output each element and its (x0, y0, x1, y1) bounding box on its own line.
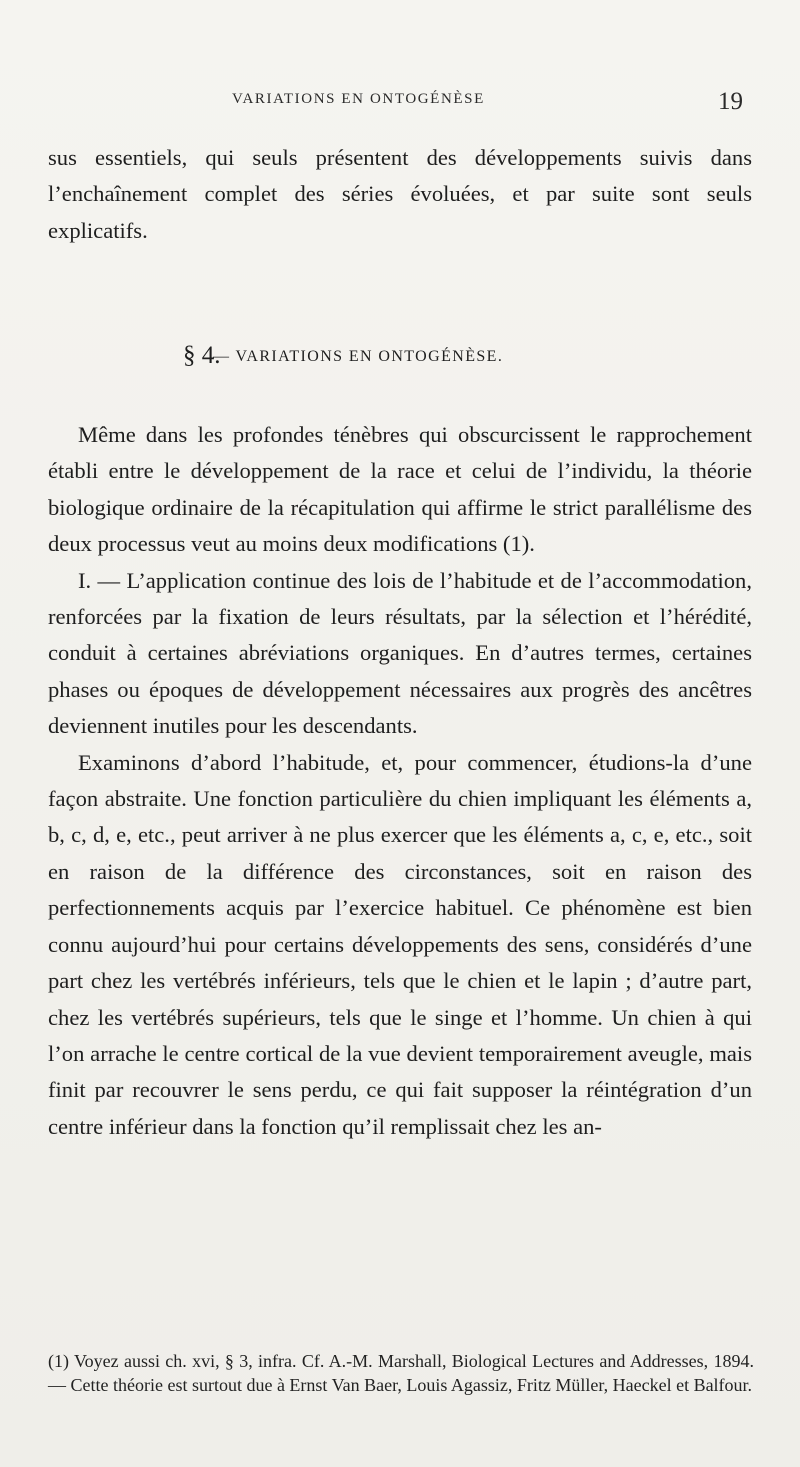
paragraph: Même dans les profondes ténèbres qui obscurcissent le rapprochement établi entre le développement de la race et celui de l’individu, la théorie biologique ordinaire de la récapitulation qui affirme le strict parallélisme des deux processus veut au moins deux modifications (1). (48, 422, 752, 557)
paragraph: I. — L’application continue des lois de l’habitude et de l’accommodation, renforcées par la fixation de leurs résultats, par la sélection et l’hérédité, conduit à certaines abréviations organiques. En d’autres termes, certaines phases ou époques de développement nécessaires aux progrès des ancêtres deviennent inutiles pour les descendants. (48, 567, 752, 739)
section-heading (0, 342, 800, 378)
continuation-paragraph: sus essentiels, qui seuls présentent des développements suivis dans l’enchaînement complet des séries évoluées, et par suite sont seuls explicatifs. (48, 145, 752, 243)
footnote-text: (1) Voyez aussi ch. xvi, § 3, infra. Cf. A.-M. Marshall, Biological Lectures and Addresses, 1894. — Cette théorie est surtout due à Ernst Van Baer, Louis Agassiz, Fritz Müller, Haeckel et Balfour. (48, 1351, 754, 1395)
section-symbol: § 4. (183, 342, 221, 369)
page-number: 19 (718, 88, 743, 115)
running-title: VARIATIONS EN ONTOGÉNÈSE (232, 91, 485, 107)
footnote (48, 1349, 754, 1397)
section-title: — VARIATIONS EN ONTOGÉNÈSE. (213, 348, 504, 365)
continuation-paragraph-block (48, 140, 752, 249)
running-header (0, 88, 800, 118)
main-text-block (48, 417, 752, 1145)
paragraph: Examinons d’abord l’habitude, et, pour commencer, étudions-la d’une façon abstraite. Une fonction particulière du chien impliquant les éléments a, b, c, d, e, etc., peut arriver à ne plus exercer que les éléments a, c, e, etc., soit en raison de la différence des circonstances, soit en raison des perfectionnements acquis par l’exercice habituel. Ce phénomène est bien connu aujourd’hui pour certains développements des sens, considérés d’une part chez les vertébrés inférieurs, tels que le chien et le lapin ; d’autre part, chez les vertébrés supérieurs, tels que le singe et l’homme. Un chien à qui l’on arrache le centre cortical de la vue devient temporairement aveugle, mais finit par recouvrer le sens perdu, ce qui fait supposer la réintégration d’un centre inférieur dans la fonction qu’il remplissait chez les an- (48, 749, 752, 1139)
